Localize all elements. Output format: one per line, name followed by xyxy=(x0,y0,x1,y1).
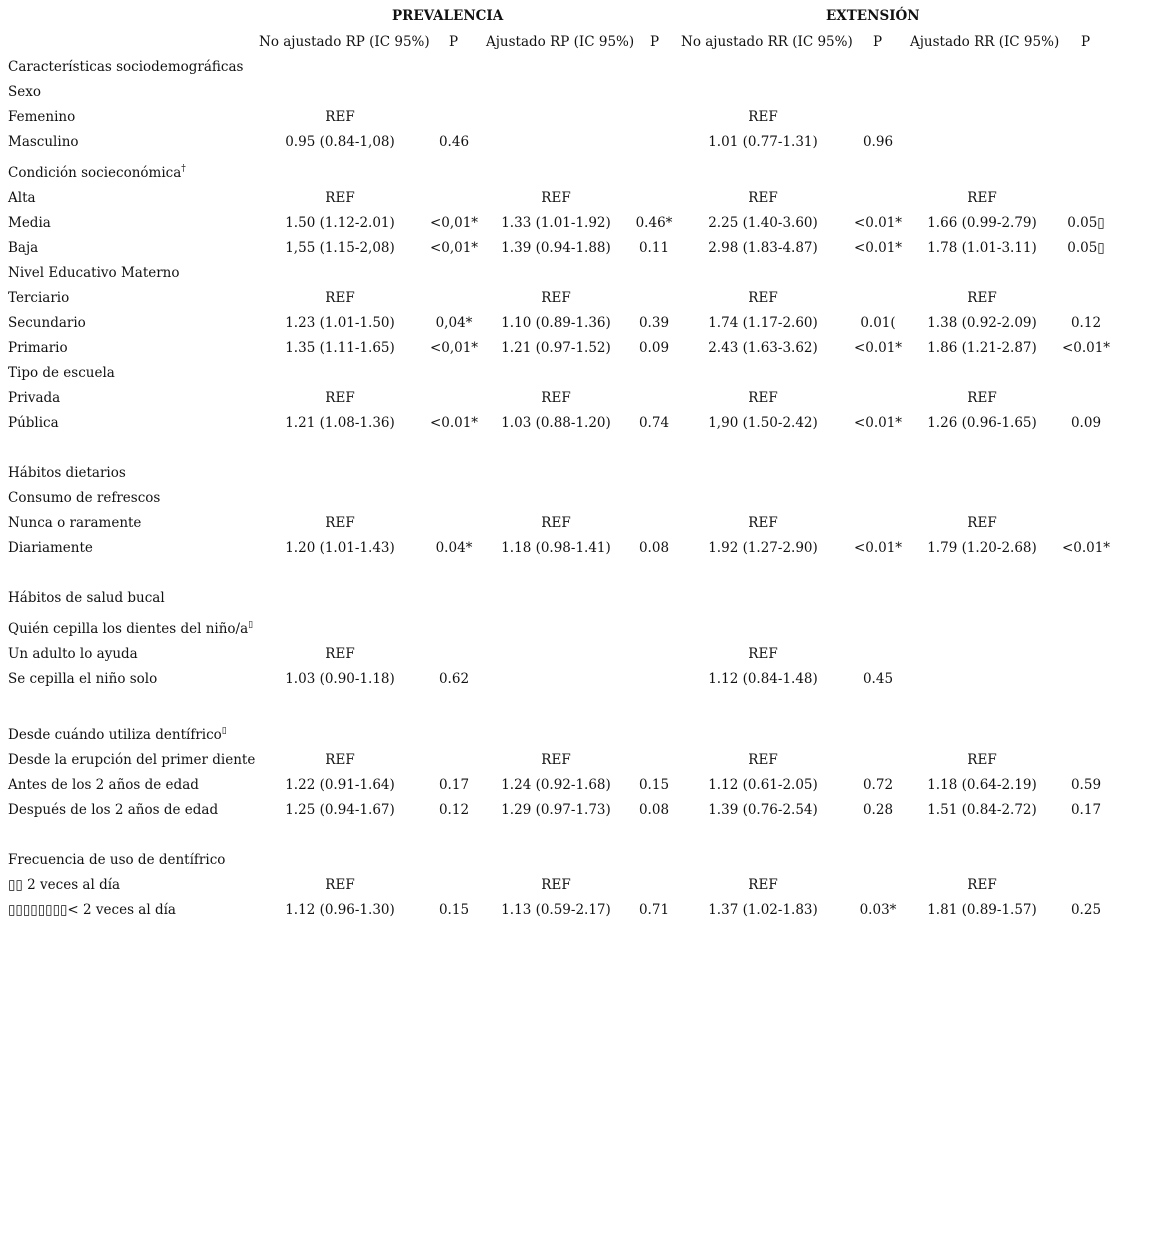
row-label-text: Femenino xyxy=(8,109,76,125)
table-row xyxy=(0,215,1151,237)
table-row xyxy=(0,290,1151,312)
ratio-ci-cell: 1.03 (0.90-1.18) xyxy=(285,671,395,687)
col-header-p1: P xyxy=(449,34,459,50)
table-row xyxy=(0,515,1151,537)
table-row xyxy=(0,465,1151,487)
ratio-ci-cell: 2.43 (1.63-3.62) xyxy=(708,340,818,356)
row-label xyxy=(8,84,41,100)
table-row xyxy=(0,340,1151,362)
row-label-text: Quién cepilla los dientes del niño/a xyxy=(8,621,249,637)
p-value-cell: 0.25 xyxy=(1070,902,1102,918)
ratio-ci-cell: 1.37 (1.02-1.83) xyxy=(708,902,818,918)
row-label-text: ▯▯▯▯▯▯▯▯< 2 veces al día xyxy=(8,902,176,918)
row-label-text: Masculino xyxy=(8,134,79,150)
row-label xyxy=(8,265,180,281)
ratio-ci-cell: 1.33 (1.01-1.92) xyxy=(501,215,611,231)
footnote-mark: ▯ xyxy=(248,620,254,630)
table-row xyxy=(0,490,1151,512)
ratio-ci-cell: REF xyxy=(541,290,571,306)
ratio-ci-cell: 1.21 (1.08-1.36) xyxy=(285,415,395,431)
ratio-ci-cell: 1.81 (0.89-1.57) xyxy=(927,902,1037,918)
row-label-text: Hábitos de salud bucal xyxy=(8,590,165,606)
ratio-ci-cell: REF xyxy=(967,877,997,893)
ratio-ci-cell: 1.21 (0.97-1.52) xyxy=(501,340,611,356)
ratio-ci-cell: 1.12 (0.96-1.30) xyxy=(285,902,395,918)
row-label-text: Después de los 2 años de edad xyxy=(8,802,219,818)
row-label xyxy=(8,465,126,481)
table-row xyxy=(0,240,1151,262)
row-label xyxy=(8,802,218,818)
row-label xyxy=(8,190,36,206)
p-value-cell: <0,01* xyxy=(429,215,479,231)
ratio-ci-cell: 1,90 (1.50-2.42) xyxy=(708,415,818,431)
ratio-ci-cell: REF xyxy=(325,752,355,768)
ratio-ci-cell: REF xyxy=(541,390,571,406)
row-label-text: Consumo de refrescos xyxy=(8,490,161,506)
ratio-ci-cell: 1.18 (0.64-2.19) xyxy=(927,777,1037,793)
p-value-cell: 0.09 xyxy=(638,340,670,356)
row-label-text: Desde la erupción del primer diente xyxy=(8,752,256,768)
row-label-text: Secundario xyxy=(8,315,86,331)
row-label xyxy=(8,877,120,893)
ratio-ci-cell: 1,55 (1.15-2,08) xyxy=(285,240,395,256)
p-value-cell: 0.08 xyxy=(638,802,670,818)
table-row xyxy=(0,752,1151,774)
ratio-ci-cell: REF xyxy=(325,390,355,406)
ratio-ci-cell: 2.98 (1.83-4.87) xyxy=(708,240,818,256)
ratio-ci-cell: REF xyxy=(541,752,571,768)
col-header-p4: P xyxy=(1081,34,1091,50)
footnote-mark: ▯ xyxy=(221,726,227,736)
p-value-cell: 0.05▯ xyxy=(1067,215,1105,231)
row-label xyxy=(8,390,60,406)
row-label xyxy=(8,726,227,743)
row-label-text: Tipo de escuela xyxy=(8,365,115,381)
ratio-ci-cell: 1.78 (1.01-3.11) xyxy=(927,240,1037,256)
ratio-ci-cell: REF xyxy=(541,190,571,206)
row-label-text: Baja xyxy=(8,240,39,256)
p-value-cell: 0.71 xyxy=(638,902,670,918)
p-value-cell: 0.12 xyxy=(438,802,470,818)
row-label xyxy=(8,290,69,306)
p-value-cell: <0.01* xyxy=(853,215,903,231)
ratio-ci-cell: REF xyxy=(967,515,997,531)
col-header-unadjusted-rp: No ajustado RP (IC 95%) xyxy=(259,34,430,50)
row-label xyxy=(8,109,75,125)
p-value-cell: 0.46* xyxy=(635,215,673,231)
table-row xyxy=(0,415,1151,437)
table-row xyxy=(0,726,1151,748)
ratio-ci-cell: 1.10 (0.89-1.36) xyxy=(501,315,611,331)
ratio-ci-cell: REF xyxy=(325,290,355,306)
ratio-ci-cell: 1.50 (1.12-2.01) xyxy=(285,215,395,231)
row-label xyxy=(8,215,51,231)
row-label-text: Primario xyxy=(8,340,68,356)
table-row xyxy=(0,902,1151,924)
p-value-cell: <0.01* xyxy=(1061,340,1111,356)
ratio-ci-cell: 1.86 (1.21-2.87) xyxy=(927,340,1037,356)
p-value-cell: 0.96 xyxy=(862,134,894,150)
row-label-text: Diariamente xyxy=(8,540,93,556)
ratio-ci-cell: REF xyxy=(967,752,997,768)
ratio-ci-cell: 1.18 (0.98-1.41) xyxy=(501,540,611,556)
ratio-ci-cell: REF xyxy=(748,190,778,206)
row-label-text: Se cepilla el niño solo xyxy=(8,671,158,687)
p-value-cell: 0.46 xyxy=(438,134,470,150)
ratio-ci-cell: 1.29 (0.97-1.73) xyxy=(501,802,611,818)
table-row xyxy=(0,164,1151,186)
ratio-ci-cell: REF xyxy=(967,190,997,206)
p-value-cell: 0.01( xyxy=(860,315,896,331)
p-value-cell: <0.01* xyxy=(1061,540,1111,556)
ratio-ci-cell: 1.03 (0.88-1.20) xyxy=(501,415,611,431)
table-row xyxy=(0,134,1151,156)
col-header-adjusted-rr: Ajustado RR (IC 95%) xyxy=(910,34,1060,50)
p-value-cell: 0.03* xyxy=(859,902,897,918)
p-value-cell: <0,01* xyxy=(429,240,479,256)
table-row xyxy=(0,877,1151,899)
ratio-ci-cell: REF xyxy=(541,515,571,531)
row-label xyxy=(8,415,59,431)
row-label-text: Pública xyxy=(8,415,59,431)
ratio-ci-cell: 1.01 (0.77-1.31) xyxy=(708,134,818,150)
ratio-ci-cell: 1.22 (0.91-1.64) xyxy=(285,777,395,793)
row-label xyxy=(8,620,253,637)
p-value-cell: 0.59 xyxy=(1070,777,1102,793)
ratio-ci-cell: 1.12 (0.61-2.05) xyxy=(708,777,818,793)
row-label xyxy=(8,671,157,687)
row-label xyxy=(8,515,141,531)
ratio-ci-cell: REF xyxy=(748,109,778,125)
row-label xyxy=(8,164,186,181)
ratio-ci-cell: 1.39 (0.94-1.88) xyxy=(501,240,611,256)
row-label-text: Antes de los 2 años de edad xyxy=(8,777,199,793)
p-value-cell: 0.62 xyxy=(438,671,470,687)
p-value-cell: 0.17 xyxy=(438,777,470,793)
row-label-text: Nunca o raramente xyxy=(8,515,142,531)
ratio-ci-cell: REF xyxy=(748,752,778,768)
row-label xyxy=(8,590,165,606)
table-row xyxy=(0,540,1151,562)
row-label xyxy=(8,240,38,256)
p-value-cell: 0.04* xyxy=(435,540,473,556)
row-label-text: Frecuencia de uso de dentífrico xyxy=(8,852,226,868)
table-row xyxy=(0,777,1151,799)
ratio-ci-cell: REF xyxy=(748,646,778,662)
table-row xyxy=(0,365,1151,387)
table-row xyxy=(0,852,1151,874)
ratio-ci-cell: 1.20 (1.01-1.43) xyxy=(285,540,395,556)
p-value-cell: 0,04* xyxy=(435,315,473,331)
ratio-ci-cell: REF xyxy=(325,190,355,206)
ratio-ci-cell: 2.25 (1.40-3.60) xyxy=(708,215,818,231)
ratio-ci-cell: 1.23 (1.01-1.50) xyxy=(285,315,395,331)
row-label-text: Terciario xyxy=(8,290,70,306)
ratio-ci-cell: REF xyxy=(325,877,355,893)
ratio-ci-cell: REF xyxy=(325,109,355,125)
row-label-text: Hábitos dietarios xyxy=(8,465,126,481)
p-value-cell: 0.28 xyxy=(862,802,894,818)
ratio-ci-cell: REF xyxy=(541,877,571,893)
table-row xyxy=(0,390,1151,412)
row-label-text: ▯▯ 2 veces al día xyxy=(8,877,121,893)
row-label-text: Desde cuándo utiliza dentífrico xyxy=(8,727,222,743)
p-value-cell: 0.72 xyxy=(862,777,894,793)
row-label-text: Nivel Educativo Materno xyxy=(8,265,180,281)
col-header-unadjusted-rr: No ajustado RR (IC 95%) xyxy=(681,34,853,50)
ratio-ci-cell: REF xyxy=(967,390,997,406)
row-label xyxy=(8,777,199,793)
table-row xyxy=(0,265,1151,287)
p-value-cell: 0.12 xyxy=(1070,315,1102,331)
ratio-ci-cell: 1.79 (1.20-2.68) xyxy=(927,540,1037,556)
row-label xyxy=(8,646,138,662)
table-row xyxy=(0,646,1151,668)
ratio-ci-cell: 1.24 (0.92-1.68) xyxy=(501,777,611,793)
row-label xyxy=(8,59,243,75)
p-value-cell: 0.05▯ xyxy=(1067,240,1105,256)
group-header-extension: EXTENSIÓN xyxy=(826,8,920,24)
p-value-cell: 0.15 xyxy=(638,777,670,793)
ratio-ci-cell: REF xyxy=(748,290,778,306)
row-label-text: Sexo xyxy=(8,84,41,100)
ratio-ci-cell: 1.13 (0.59-2.17) xyxy=(501,902,611,918)
ratio-ci-cell: 1.12 (0.84-1.48) xyxy=(708,671,818,687)
ratio-ci-cell: 1.25 (0.94-1.67) xyxy=(285,802,395,818)
table-row xyxy=(0,109,1151,131)
p-value-cell: <0,01* xyxy=(429,340,479,356)
ratio-ci-cell: 1.66 (0.99-2.79) xyxy=(927,215,1037,231)
table-row xyxy=(0,802,1151,824)
table-row xyxy=(0,671,1151,693)
ratio-ci-cell: 1.26 (0.96-1.65) xyxy=(927,415,1037,431)
p-value-cell: 0.08 xyxy=(638,540,670,556)
row-label-text: Alta xyxy=(8,190,36,206)
p-value-cell: <0.01* xyxy=(853,240,903,256)
ratio-ci-cell: REF xyxy=(325,515,355,531)
ratio-ci-cell: REF xyxy=(748,390,778,406)
row-label-text: Características sociodemográficas xyxy=(8,59,244,75)
row-label xyxy=(8,752,255,768)
p-value-cell: 0.11 xyxy=(638,240,670,256)
p-value-cell: 0.45 xyxy=(862,671,894,687)
row-label-text: Media xyxy=(8,215,51,231)
col-header-adjusted-rp: Ajustado RP (IC 95%) xyxy=(486,34,635,50)
ratio-ci-cell: 1.51 (0.84-2.72) xyxy=(927,802,1037,818)
p-value-cell: 0.17 xyxy=(1070,802,1102,818)
footnote-mark: † xyxy=(181,164,186,174)
row-label xyxy=(8,540,93,556)
p-value-cell: <0.01* xyxy=(429,415,479,431)
p-value-cell: 0.74 xyxy=(638,415,670,431)
table-row xyxy=(0,84,1151,106)
p-value-cell: 0.39 xyxy=(638,315,670,331)
row-label xyxy=(8,340,68,356)
row-label xyxy=(8,134,79,150)
ratio-ci-cell: 0.95 (0.84-1,08) xyxy=(285,134,395,150)
p-value-cell: <0.01* xyxy=(853,340,903,356)
row-label xyxy=(8,315,86,331)
ratio-ci-cell: 1.74 (1.17-2.60) xyxy=(708,315,818,331)
group-header-prevalencia: PREVALENCIA xyxy=(392,8,504,24)
row-label xyxy=(8,852,225,868)
ratio-ci-cell: REF xyxy=(967,290,997,306)
table-row xyxy=(0,59,1151,81)
col-header-p2: P xyxy=(650,34,660,50)
ratio-ci-cell: 1.39 (0.76-2.54) xyxy=(708,802,818,818)
p-value-cell: <0.01* xyxy=(853,415,903,431)
ratio-ci-cell: 1.92 (1.27-2.90) xyxy=(708,540,818,556)
table-row xyxy=(0,190,1151,212)
ratio-ci-cell: REF xyxy=(748,877,778,893)
row-label-text: Condición socieconómica xyxy=(8,165,182,181)
row-label xyxy=(8,365,115,381)
row-label xyxy=(8,902,176,918)
col-header-p3: P xyxy=(873,34,883,50)
p-value-cell: 0.09 xyxy=(1070,415,1102,431)
ratio-ci-cell: REF xyxy=(748,515,778,531)
table-row xyxy=(0,590,1151,612)
p-value-cell: 0.15 xyxy=(438,902,470,918)
p-value-cell: <0.01* xyxy=(853,540,903,556)
ratio-ci-cell: 1.38 (0.92-2.09) xyxy=(927,315,1037,331)
table-row xyxy=(0,620,1151,642)
row-label-text: Un adulto lo ayuda xyxy=(8,646,138,662)
ratio-ci-cell: REF xyxy=(325,646,355,662)
table-row xyxy=(0,315,1151,337)
ratio-ci-cell: 1.35 (1.11-1.65) xyxy=(285,340,395,356)
row-label xyxy=(8,490,160,506)
row-label-text: Privada xyxy=(8,390,61,406)
